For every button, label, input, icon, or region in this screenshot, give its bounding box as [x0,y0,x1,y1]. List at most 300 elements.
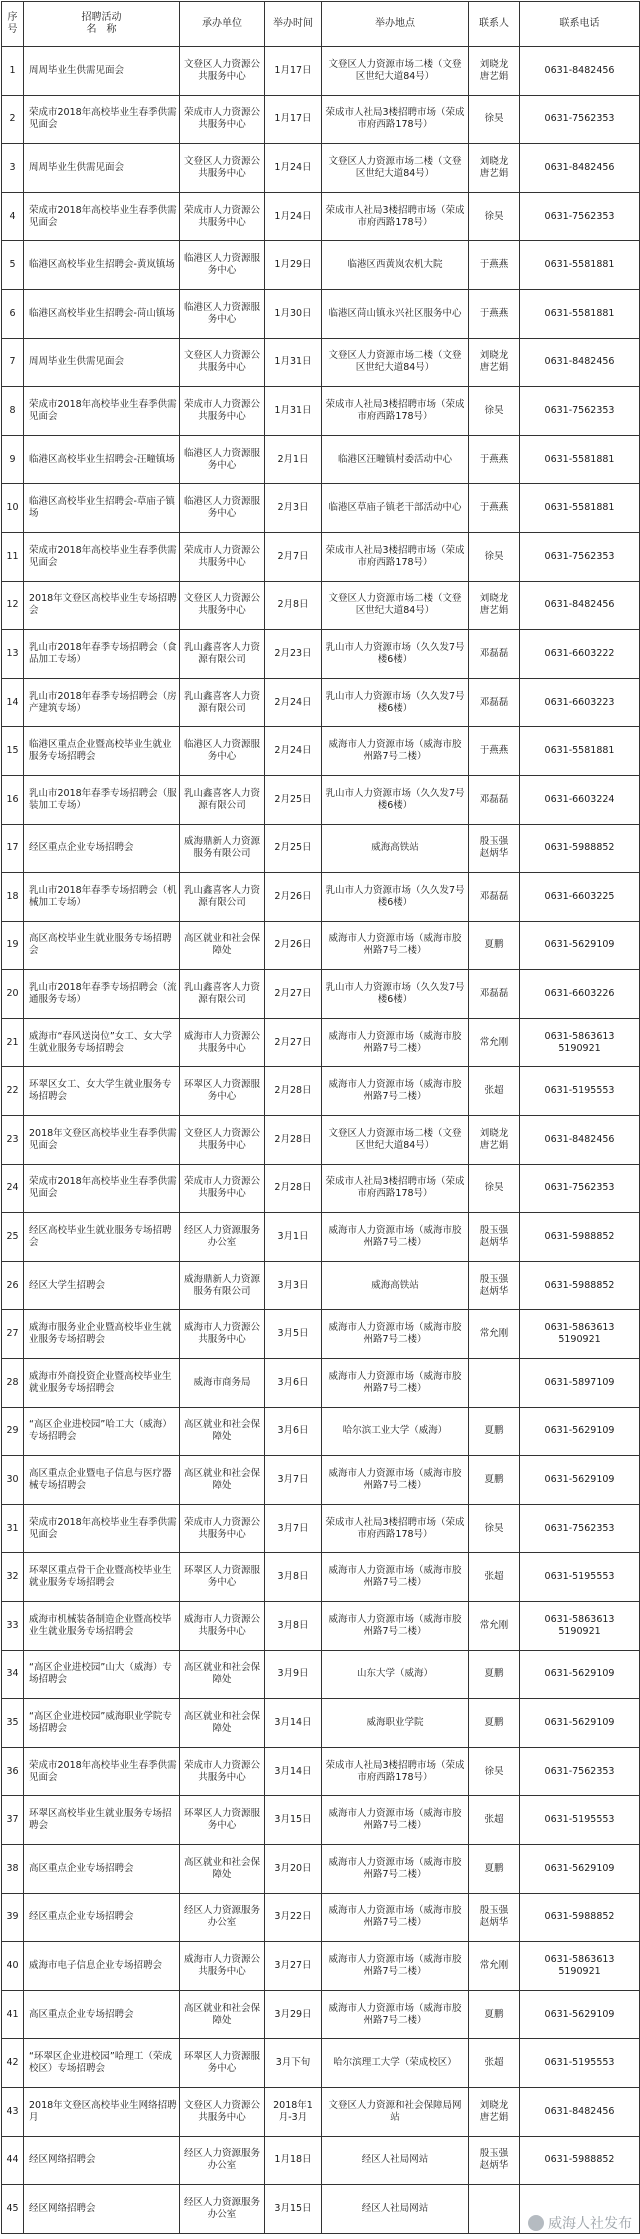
table-row [2,970,640,1019]
table-row [2,921,640,970]
event-name-cell: 荣成市2018年高校毕业生春季供需见面会 [24,95,180,144]
venue-cell: 乳山市人力资源市场（久久发7号楼6楼） [322,630,469,679]
table-row [2,144,640,193]
phone-cell: 0631-6603225 [520,873,640,922]
organizer-cell: 高区就业和社会保障处 [180,1844,265,1893]
event-name-cell: 乳山市2018年春季专场招聘会（机械加工专场） [24,873,180,922]
contact-cell: 张超 [469,1796,520,1845]
event-name-cell: 经区重点企业专场招聘会 [24,1893,180,1942]
date-cell: 2月27日 [265,970,322,1019]
phone-cell: 0631-5988852 [520,1893,640,1942]
phone-cell: 0631-5863613 5190921 [520,1602,640,1651]
venue-cell: 经区人社局网站 [322,2185,469,2234]
organizer-cell: 高区就业和社会保障处 [180,1456,265,1505]
date-cell: 3月29日 [265,1990,322,2039]
phone-cell: 0631-5629109 [520,1650,640,1699]
phone-cell: 0631-5195553 [520,1553,640,1602]
contact-cell: 于燕燕 [469,435,520,484]
phone-cell: 0631-7562353 [520,1164,640,1213]
event-name-cell: 高区重点企业专场招聘会 [24,1990,180,2039]
contact-cell: 夏鹏 [469,1844,520,1893]
contact-cell: 夏鹏 [469,921,520,970]
contact-cell [469,1359,520,1408]
date-cell: 3月8日 [265,1602,322,1651]
contact-cell: 殷玉强 赵炳华 [469,1213,520,1262]
row-index: 24 [2,1164,24,1213]
venue-cell: 山东大学（威海） [322,1650,469,1699]
phone-cell: 0631-7562353 [520,1747,640,1796]
date-cell: 3月6日 [265,1359,322,1408]
phone-cell: 0631-8482456 [520,144,640,193]
date-cell: 1月31日 [265,338,322,387]
table-row [2,1116,640,1165]
table-row [2,1504,640,1553]
organizer-cell: 乳山鑫喜客人力资源有限公司 [180,873,265,922]
table-row [2,1747,640,1796]
event-name-cell: 经区网络招聘会 [24,2136,180,2185]
event-name-cell: 荣成市2018年高校毕业生春季供需见面会 [24,532,180,581]
contact-cell: 殷玉强 赵炳华 [469,1893,520,1942]
row-index: 39 [2,1893,24,1942]
date-cell: 2月25日 [265,775,322,824]
contact-cell: 于燕燕 [469,727,520,776]
organizer-cell: 威海市人力资源公共服务中心 [180,1018,265,1067]
header-date: 举办时间 [265,2,322,47]
organizer-cell: 威海市人力资源公共服务中心 [180,1310,265,1359]
table-row [2,2039,640,2088]
table-row [2,532,640,581]
event-name-cell: 临港区高校毕业生招聘会-草庙子镇场 [24,484,180,533]
event-name-cell: 乳山市2018年春季专场招聘会（房产建筑专场） [24,678,180,727]
date-cell: 3月3日 [265,1261,322,1310]
event-name-cell: 经区网络招聘会 [24,2185,180,2234]
date-cell: 2月24日 [265,727,322,776]
event-name-cell: 高区高校毕业生就业服务专场招聘会 [24,921,180,970]
phone-cell: 0631-5629109 [520,1407,640,1456]
organizer-cell: 高区就业和社会保障处 [180,1990,265,2039]
row-index: 45 [2,2185,24,2234]
row-index: 23 [2,1116,24,1165]
organizer-cell: 荣成市人力资源公共服务中心 [180,387,265,436]
contact-cell: 刘晓龙 唐艺娟 [469,47,520,96]
row-index: 44 [2,2136,24,2185]
contact-cell: 张超 [469,2039,520,2088]
row-index: 16 [2,775,24,824]
phone-cell: 0631-5581881 [520,484,640,533]
venue-cell: 威海市人力资源市场（威海市胶州路7号二楼） [322,1067,469,1116]
phone-cell: 0631-5629109 [520,1456,640,1505]
row-index: 22 [2,1067,24,1116]
venue-cell: 临港区汪疃镇村委活动中心 [322,435,469,484]
contact-cell: 夏鹏 [469,1407,520,1456]
event-name-cell: 威海市电子信息企业专场招聘会 [24,1942,180,1991]
date-cell: 2月25日 [265,824,322,873]
organizer-cell: 高区就业和社会保障处 [180,921,265,970]
organizer-cell: 临港区人力资源服务中心 [180,727,265,776]
table-row [2,1650,640,1699]
phone-cell: 0631-8482456 [520,338,640,387]
row-index: 31 [2,1504,24,1553]
venue-cell: 哈尔滨理工大学（荣成校区） [322,2039,469,2088]
row-index: 6 [2,289,24,338]
row-index: 33 [2,1602,24,1651]
event-name-cell: 经区高校毕业生就业服务专场招聘会 [24,1213,180,1262]
event-name-cell: 2018年文登区高校毕业生网络招聘月 [24,2087,180,2136]
contact-cell: 刘晓龙 唐艺娟 [469,338,520,387]
table-row [2,1796,640,1845]
date-cell: 3月27日 [265,1942,322,1991]
date-cell: 3月22日 [265,1893,322,1942]
venue-cell: 经区人社局网站 [322,2136,469,2185]
venue-cell: 威海市人力资源市场（威海市胶州路7号二楼） [322,1553,469,1602]
row-index: 19 [2,921,24,970]
phone-cell: 0631-6603223 [520,678,640,727]
organizer-cell: 文登区人力资源公共服务中心 [180,338,265,387]
row-index: 20 [2,970,24,1019]
table-row [2,1261,640,1310]
table-row [2,873,640,922]
date-cell: 2月26日 [265,873,322,922]
date-cell: 3月15日 [265,2185,322,2234]
date-cell: 2月8日 [265,581,322,630]
event-name-cell: “高区企业进校园”威海职业学院专场招聘会 [24,1699,180,1748]
table-row [2,1310,640,1359]
row-index: 26 [2,1261,24,1310]
table-row [2,1359,640,1408]
event-name-cell: 高区重点企业专场招聘会 [24,1844,180,1893]
organizer-cell: 文登区人力资源公共服务中心 [180,1116,265,1165]
phone-cell: 0631-5988852 [520,1213,640,1262]
contact-cell: 刘晓龙 唐艺娟 [469,1116,520,1165]
table-row [2,1067,640,1116]
organizer-cell: 文登区人力资源公共服务中心 [180,47,265,96]
contact-cell: 于燕燕 [469,289,520,338]
event-name-cell: 临港区高校毕业生招聘会-苘山镇场 [24,289,180,338]
event-name-cell: 荣成市2018年高校毕业生春季供需见面会 [24,387,180,436]
venue-cell: 威海市人力资源市场（威海市胶州路7号二楼） [322,1018,469,1067]
header-event-name: 招聘活动 名 称 [24,2,180,47]
venue-cell: 乳山市人力资源市场（久久发7号楼6楼） [322,873,469,922]
event-name-cell: 乳山市2018年春季专场招聘会（服装加工专场） [24,775,180,824]
table-row [2,630,640,679]
row-index: 13 [2,630,24,679]
organizer-cell: 环翠区人力资源服务中心 [180,1067,265,1116]
date-cell: 3月8日 [265,1553,322,1602]
date-cell: 3月1日 [265,1213,322,1262]
row-index: 21 [2,1018,24,1067]
venue-cell: 哈尔滨工业大学（威海） [322,1407,469,1456]
date-cell: 3月20日 [265,1844,322,1893]
organizer-cell: 乳山鑫喜客人力资源有限公司 [180,970,265,1019]
phone-cell: 0631-7562353 [520,95,640,144]
venue-cell: 文登区人力资源市场二楼（文登区世纪大道84号） [322,144,469,193]
table-row [2,1456,640,1505]
event-name-cell: 威海市“春风送岗位”女工、女大学生就业服务专场招聘会 [24,1018,180,1067]
venue-cell: 荣成市人社局3楼招聘市场（荣成市府西路178号） [322,387,469,436]
date-cell: 2月23日 [265,630,322,679]
row-index: 41 [2,1990,24,2039]
phone-cell: 0631-5581881 [520,241,640,290]
row-index: 38 [2,1844,24,1893]
contact-cell: 常允刚 [469,1310,520,1359]
contact-cell: 徐昊 [469,532,520,581]
date-cell: 2月28日 [265,1067,322,1116]
date-cell: 3月7日 [265,1456,322,1505]
table-row [2,241,640,290]
phone-cell: 0631-5863613 5190921 [520,1310,640,1359]
event-name-cell: 荣成市2018年高校毕业生春季供需见面会 [24,1504,180,1553]
contact-cell: 常允刚 [469,1602,520,1651]
row-index: 40 [2,1942,24,1991]
row-index: 12 [2,581,24,630]
event-name-cell: 荣成市2018年高校毕业生春季供需见面会 [24,1164,180,1213]
date-cell: 3月7日 [265,1504,322,1553]
organizer-cell: 荣成市人力资源公共服务中心 [180,1164,265,1213]
table-row [2,1553,640,1602]
phone-cell: 0631-7562353 [520,1504,640,1553]
row-index: 29 [2,1407,24,1456]
event-name-cell: 2018年文登区高校毕业生专场招聘会 [24,581,180,630]
event-name-cell: 周周毕业生供需见面会 [24,144,180,193]
phone-cell: 0631-6603224 [520,775,640,824]
contact-cell: 徐昊 [469,387,520,436]
row-index: 7 [2,338,24,387]
row-index: 30 [2,1456,24,1505]
row-index: 43 [2,2087,24,2136]
venue-cell: 威海市人力资源市场（威海市胶州路7号二楼） [322,921,469,970]
phone-cell: 0631-6603222 [520,630,640,679]
contact-cell: 夏鹏 [469,1699,520,1748]
contact-cell: 徐昊 [469,192,520,241]
row-index: 14 [2,678,24,727]
date-cell: 2月24日 [265,678,322,727]
phone-cell: 0631-8482456 [520,47,640,96]
phone-cell: 0631-5629109 [520,1990,640,2039]
event-name-cell: 环翠区高校毕业生就业服务专场招聘会 [24,1796,180,1845]
table-row [2,387,640,436]
row-index: 42 [2,2039,24,2088]
header-contact: 联系人 [469,2,520,47]
table-row [2,95,640,144]
contact-cell: 邓磊磊 [469,873,520,922]
row-index: 17 [2,824,24,873]
venue-cell: 威海高铁站 [322,1261,469,1310]
organizer-cell: 临港区人力资源服务中心 [180,435,265,484]
venue-cell: 临港区西黄岚农机大院 [322,241,469,290]
contact-cell: 徐昊 [469,1747,520,1796]
header-index: 序号 [2,2,24,47]
phone-cell: 0631-7562353 [520,532,640,581]
date-cell: 3月6日 [265,1407,322,1456]
date-cell: 3月9日 [265,1650,322,1699]
contact-cell: 刘晓龙 唐艺娟 [469,581,520,630]
date-cell: 2月3日 [265,484,322,533]
contact-cell: 徐昊 [469,95,520,144]
date-cell: 2018年1月-3月 [265,2087,322,2136]
contact-cell: 邓磊磊 [469,970,520,1019]
phone-cell: 0631-5195553 [520,1796,640,1845]
phone-cell: 0631-5988852 [520,824,640,873]
venue-cell: 文登区人力资源和社会保障局网站 [322,2087,469,2136]
organizer-cell: 乳山鑫喜客人力资源有限公司 [180,678,265,727]
table-row [2,1018,640,1067]
contact-cell: 于燕燕 [469,484,520,533]
organizer-cell: 荣成市人力资源公共服务中心 [180,532,265,581]
phone-cell: 0631-5195553 [520,2039,640,2088]
table-row [2,581,640,630]
contact-cell: 徐昊 [469,1164,520,1213]
phone-cell: 0631-8482456 [520,581,640,630]
table-row [2,1990,640,2039]
table-row [2,2087,640,2136]
event-name-cell: 临港区高校毕业生招聘会-黄岚镇场 [24,241,180,290]
date-cell: 2月7日 [265,532,322,581]
event-name-cell: 经区大学生招聘会 [24,1261,180,1310]
row-index: 9 [2,435,24,484]
venue-cell: 乳山市人力资源市场（久久发7号楼6楼） [322,970,469,1019]
row-index: 18 [2,873,24,922]
table-row [2,1407,640,1456]
organizer-cell: 临港区人力资源服务中心 [180,241,265,290]
event-name-cell: “高区企业进校园”哈工大（威海）专场招聘会 [24,1407,180,1456]
table-row [2,289,640,338]
date-cell: 3月14日 [265,1747,322,1796]
row-index: 5 [2,241,24,290]
contact-cell: 刘晓龙 唐艺娟 [469,2087,520,2136]
row-index: 27 [2,1310,24,1359]
organizer-cell: 经区人力资源服务办公室 [180,1893,265,1942]
table-row [2,1699,640,1748]
contact-cell: 殷玉强 赵炳华 [469,824,520,873]
date-cell: 1月24日 [265,144,322,193]
organizer-cell: 临港区人力资源服务中心 [180,289,265,338]
organizer-cell: 经区人力资源服务办公室 [180,2185,265,2234]
venue-cell: 文登区人力资源市场二楼（文登区世纪大道84号） [322,581,469,630]
venue-cell: 文登区人力资源市场二楼（文登区世纪大道84号） [322,47,469,96]
date-cell: 2月28日 [265,1116,322,1165]
organizer-cell: 威海市人力资源公共服务中心 [180,1942,265,1991]
event-name-cell: 经区重点企业专场招聘会 [24,824,180,873]
organizer-cell: 荣成市人力资源公共服务中心 [180,1747,265,1796]
phone-cell: 0631-5581881 [520,289,640,338]
venue-cell: 荣成市人社局3楼招聘市场（荣成市府西路178号） [322,1747,469,1796]
table-header-row [2,2,640,47]
event-name-cell: 2018年文登区高校毕业生春季供需见面会 [24,1116,180,1165]
event-name-cell: 高区重点企业暨电子信息与医疗器械专场招聘会 [24,1456,180,1505]
contact-cell: 殷玉强 赵炳华 [469,1261,520,1310]
contact-cell: 徐昊 [469,1504,520,1553]
event-name-cell: 周周毕业生供需见面会 [24,47,180,96]
table-row [2,2136,640,2185]
organizer-cell: 环翠区人力资源服务中心 [180,1796,265,1845]
contact-cell: 张超 [469,1553,520,1602]
organizer-cell: 文登区人力资源公共服务中心 [180,581,265,630]
header-phone: 联系电话 [520,2,640,47]
wechat-icon [528,2215,544,2231]
venue-cell: 临港区苘山镇永兴社区服务中心 [322,289,469,338]
table-row [2,484,640,533]
phone-cell: 0631-7562353 [520,387,640,436]
venue-cell: 荣成市人社局3楼招聘市场（荣成市府西路178号） [322,95,469,144]
organizer-cell: 文登区人力资源公共服务中心 [180,2087,265,2136]
event-name-cell: 威海市机械装备制造企业暨高校毕业生就业服务专场招聘会 [24,1602,180,1651]
phone-cell: 0631-5988852 [520,2136,640,2185]
venue-cell: 威海职业学院 [322,1699,469,1748]
table-row [2,1893,640,1942]
venue-cell: 威海市人力资源市场（威海市胶州路7号二楼） [322,1359,469,1408]
date-cell: 1月17日 [265,47,322,96]
date-cell: 1月17日 [265,95,322,144]
event-name-cell: 威海市外商投资企业暨高校毕业生就业服务专场招聘会 [24,1359,180,1408]
organizer-cell: 高区就业和社会保障处 [180,1650,265,1699]
date-cell: 1月24日 [265,192,322,241]
contact-cell: 常允刚 [469,1942,520,1991]
organizer-cell: 威海鼎新人力资源服务有限公司 [180,824,265,873]
venue-cell: 威海市人力资源市场（威海市胶州路7号二楼） [322,1602,469,1651]
phone-cell: 0631-7562353 [520,192,640,241]
table-row [2,1844,640,1893]
organizer-cell: 文登区人力资源公共服务中心 [180,144,265,193]
venue-cell: 荣成市人社局3楼招聘市场（荣成市府西路178号） [322,532,469,581]
date-cell: 3月15日 [265,1796,322,1845]
table-row [2,1942,640,1991]
contact-cell: 殷玉强 赵炳华 [469,2136,520,2185]
event-name-cell: 周周毕业生供需见面会 [24,338,180,387]
row-index: 4 [2,192,24,241]
contact-cell: 夏鹏 [469,1990,520,2039]
watermark [528,2213,632,2233]
table-row [2,192,640,241]
phone-cell: 0631-5581881 [520,435,640,484]
date-cell: 3月14日 [265,1699,322,1748]
row-index: 25 [2,1213,24,1262]
organizer-cell: 高区就业和社会保障处 [180,1407,265,1456]
event-name-cell: 临港区高校毕业生招聘会-汪疃镇场 [24,435,180,484]
date-cell: 1月18日 [265,2136,322,2185]
organizer-cell: 荣成市人力资源公共服务中心 [180,192,265,241]
table-row [2,47,640,96]
table-body [2,47,640,2234]
venue-cell: 临港区草庙子镇老干部活动中心 [322,484,469,533]
table-row [2,1164,640,1213]
table-row [2,678,640,727]
contact-cell: 常允刚 [469,1018,520,1067]
venue-cell: 威海市人力资源市场（威海市胶州路7号二楼） [322,1213,469,1262]
phone-cell: 0631-5897109 [520,1359,640,1408]
row-index: 10 [2,484,24,533]
phone-cell: 0631-5195553 [520,1067,640,1116]
event-name-cell: 威海市服务业企业暨高校毕业生就业服务专场招聘会 [24,1310,180,1359]
phone-cell: 0631-5863613 5190921 [520,1942,640,1991]
venue-cell: 威海市人力资源市场（威海市胶州路7号二楼） [322,1990,469,2039]
table-row [2,1602,640,1651]
event-name-cell: 荣成市2018年高校毕业生春季供需见面会 [24,192,180,241]
organizer-cell: 荣成市人力资源公共服务中心 [180,95,265,144]
row-index: 32 [2,1553,24,1602]
contact-cell: 邓磊磊 [469,678,520,727]
contact-cell [469,2185,520,2234]
contact-cell: 张超 [469,1067,520,1116]
venue-cell: 文登区人力资源市场二楼（文登区世纪大道84号） [322,338,469,387]
row-index: 36 [2,1747,24,1796]
phone-cell: 0631-5629109 [520,1699,640,1748]
event-name-cell: 乳山市2018年春季专场招聘会（流通服务专场） [24,970,180,1019]
contact-cell: 夏鹏 [469,1650,520,1699]
date-cell: 2月26日 [265,921,322,970]
row-index: 37 [2,1796,24,1845]
header-organizer: 承办单位 [180,2,265,47]
organizer-cell: 环翠区人力资源服务中心 [180,1553,265,1602]
